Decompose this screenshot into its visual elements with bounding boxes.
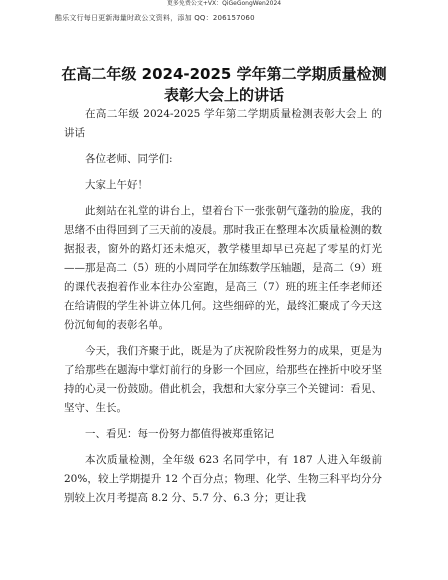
title-line-1: 在高二年级 2024-2025 学年第二学期质量检测	[61, 65, 387, 83]
section-heading-1: 一、看见：每一份努力都值得被郑重铭记	[85, 428, 274, 440]
document-body	[64, 105, 382, 508]
promo-banner: 更多免费公文+VX：QiGeGongWen2024	[166, 0, 282, 7]
paragraph-body-1: 此刻站在礼堂的讲台上，望着台下一张张朝气蓬勃的脸庞，我的思绪不由得回到了三天前的凌晨。那时我正在整理本次质量检测的数据报表，窗外的路灯还未熄灭，教学楼里却早已亮起了零星的灯光——那是高二（5）班的小周同学在加练数学压轴题，是高二（9）班的课代表抱着作业本往办公室跑，是高三（7）班的班主任李老师还在给请假的学生补讲立体几何。这些细碎的光，最终汇聚成了今天这份沉甸甸的表彰名单。	[64, 205, 382, 331]
document-title	[0, 64, 448, 106]
paragraph-body-3: 本次质量检测，全年级 623 名同学中，有 187 人进入年级前 20%，较上学期提升 12 个百分点；物理、化学、生物三科平均分分别较上次月考提高 8.2 分、5.7 分、6.3 分；更让我	[64, 454, 382, 504]
paragraph-body-2: 今天，我们齐聚于此，既是为了庆祝阶段性努力的成果，更是为了给那些在题海中掌灯前行的身影一个回应，给那些在挫折中咬牙坚持的心灵一份鼓励。借此机会，我想和大家分享三个关键词：看见、坚守、生长。	[64, 345, 382, 414]
paragraph-salutation: 各位老师、同学们:	[85, 153, 173, 165]
title-line-2: 表彰大会上的讲话	[163, 86, 284, 104]
paragraph-greeting: 大家上午好！	[85, 179, 148, 191]
source-line: 酷乐文行每日更新海量时政公文资料，添加 QQ：206157060	[55, 14, 255, 22]
paragraph-subtitle: 在高二年级 2024-2025 学年第二学期质量检测表彰大会上 的讲话	[64, 108, 382, 139]
